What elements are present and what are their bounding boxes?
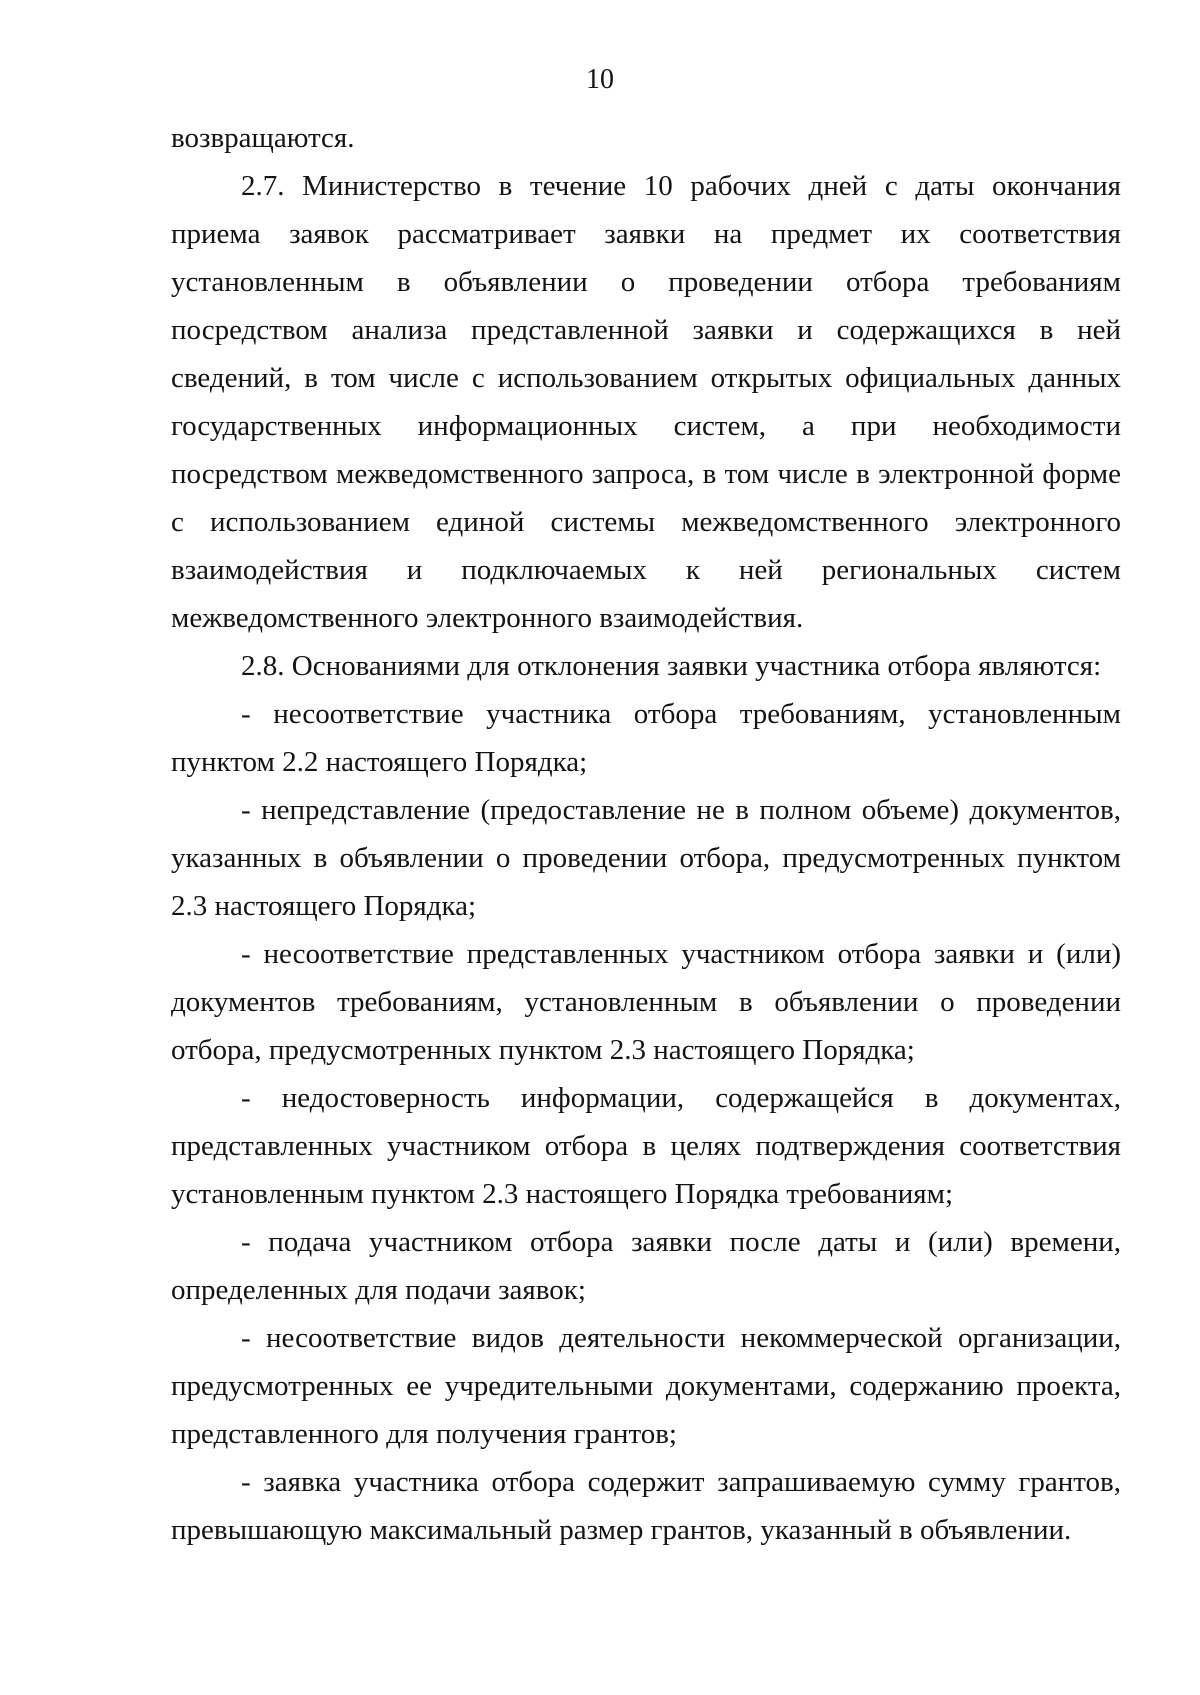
paragraph-continuation: возвращаются. [171, 122, 355, 154]
list-item-nonsubmission-documents: - непредставление (предоставление не в полном объеме) документов, указанных в объявлении о проведении отбора, предусмотренных пунктом 2.3 настоящего Порядка; [171, 794, 1121, 922]
paragraph-2-8: 2.8. Основаниями для отклонения заявки участника отбора являются: [241, 650, 1102, 682]
paragraph-2-7: 2.7. Министерство в течение 10 рабочих дней с даты окончания приема заявок рассматривает заявки на предмет их соответствия установленным в объявлении о проведении отбора требованиям посредством анализа представленной заявки и содержащихся в ней сведений, в том числе с использованием открытых официальных данных государственных информационных систем, а при необходимости посредством межведомственного запроса, в том числе в электронной форме с использованием единой системы межведомственного электронного взаимодействия и подключаемых к ней региональных систем межведомственного электронного взаимодействия. [171, 170, 1121, 634]
page-number: 10 [586, 64, 614, 95]
list-item-noncompliance-documents: - несоответствие представленных участником отбора заявки и (или) документов требованиям, установленным в объявлении о проведении отбора, предусмотренных пунктом 2.3 настоящего Порядка; [171, 938, 1121, 1066]
list-item-noncompliance-participant: - несоответствие участника отбора требованиям, установленным пунктом 2.2 настоящего Порядка; [171, 698, 1121, 778]
list-item-exceeds-maximum: - заявка участника отбора содержит запрашиваемую сумму грантов, превышающую максимальный размер грантов, указанный в объявлении. [171, 1466, 1121, 1546]
list-item-unreliable-information: - недостоверность информации, содержащейся в документах, представленных участником отбора в целях подтверждения соответствия установленным пунктом 2.3 настоящего Порядка требованиям; [171, 1082, 1121, 1210]
list-item-late-submission: - подача участником отбора заявки после даты и (или) времени, определенных для подачи заявок; [171, 1226, 1121, 1306]
list-item-activity-mismatch: - несоответствие видов деятельности некоммерческой организации, предусмотренных ее учредительными документами, содержанию проекта, представленного для получения грантов; [171, 1322, 1121, 1450]
document-body [171, 114, 1121, 1554]
